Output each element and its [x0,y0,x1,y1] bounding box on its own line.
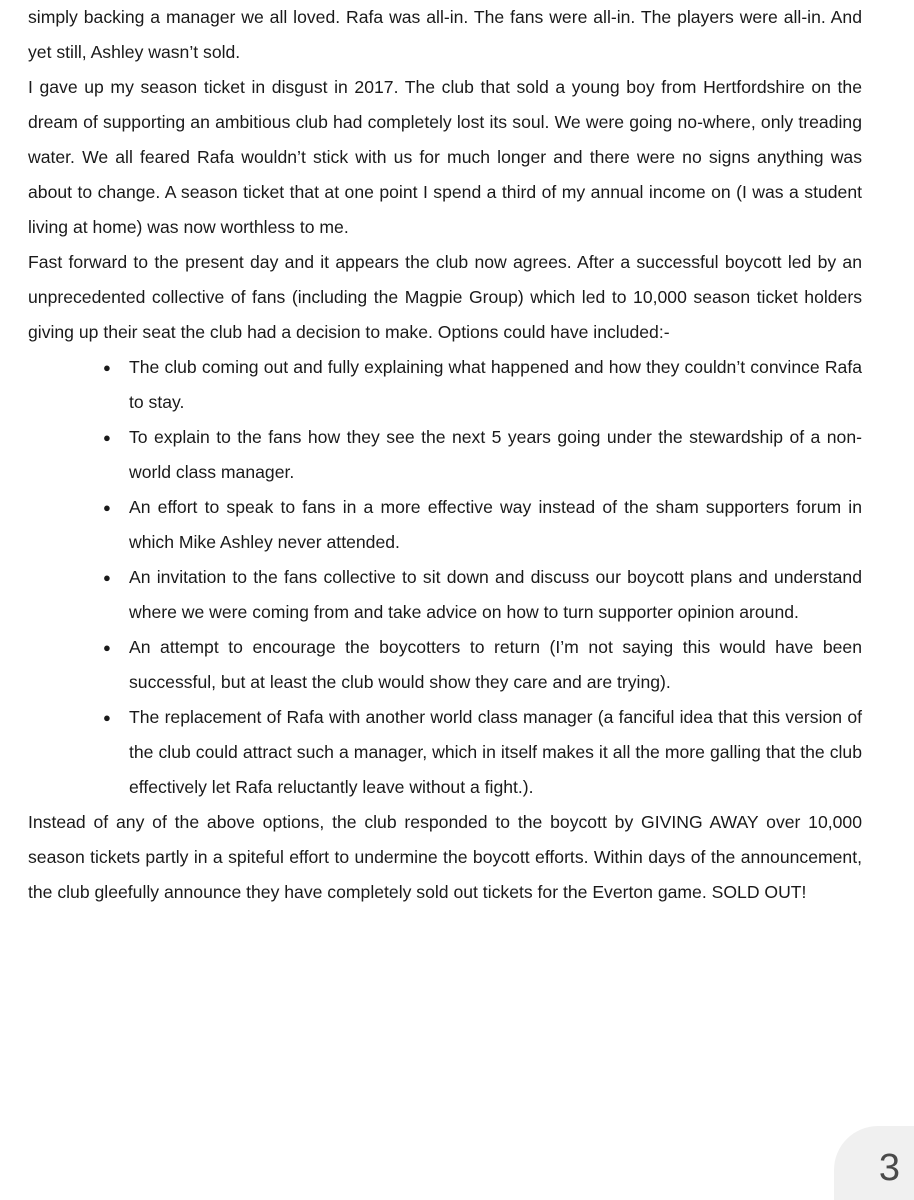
bullet-icon: ● [103,570,111,585]
paragraph-closing: Instead of any of the above options, the club responded to the boycott by GIVING AWAY over 10,000 season tickets partly in a spiteful effort to undermine the boycott efforts. Within days of the announcement, the club gleefully announce they have completely sold out tickets for the Everton game. SOLD OUT! [28,812,862,902]
paragraph-fast-forward: Fast forward to the present day and it appears the club now agrees. After a successful boycott led by an unprecedented collective of fans (including the Magpie Group) which led to 10,000 season ticket holders giving up their seat the club had a decision to make. Options could have included:- [28,252,862,342]
list-item-text: An invitation to the fans collective to sit down and discuss our boycott plans and understand where we were coming from and take advice on how to turn supporter opinion around. [129,567,862,622]
list-item-text: The club coming out and fully explaining what happened and how they couldn’t convince Rafa to stay. [129,357,862,412]
paragraph-season-ticket: I gave up my season ticket in disgust in 2017. The club that sold a young boy from Hertfordshire on the dream of supporting an ambitious club had completely lost its soul. We were going no-where, only treading water. We all feared Rafa wouldn’t stick with us for much longer and there were no signs anything was about to change. A season ticket that at one point I spend a third of my annual income on (I was a student living at home) was now worthless to me. [28,77,862,237]
bullet-icon: ● [103,710,111,725]
bullet-icon: ● [103,500,111,515]
list-item [103,630,862,700]
list-item [103,420,862,490]
list-item [103,560,862,630]
bullet-icon: ● [103,430,111,445]
list-item-text: An effort to speak to fans in a more effective way instead of the sham supporters forum in which Mike Ashley never attended. [129,497,862,552]
list-item [103,490,862,560]
list-item [103,700,862,805]
list-item [103,350,862,420]
paragraph-continuation: simply backing a manager we all loved. Rafa was all-in. The fans were all-in. The players were all-in. And yet still, Ashley wasn’t sold. [28,7,862,62]
bullet-icon: ● [103,640,111,655]
list-item-text: An attempt to encourage the boycotters to return (I’m not saying this would have been successful, but at least the club would show they care and are trying). [129,637,862,692]
list-item-text: To explain to the fans how they see the next 5 years going under the stewardship of a non-world class manager. [129,427,862,482]
page-number: 3 [878,1147,900,1189]
document-page [28,0,862,910]
list-item-text: The replacement of Rafa with another world class manager (a fanciful idea that this version of the club could attract such a manager, which in itself makes it all the more galling that the club effectively let Rafa reluctantly leave without a fight.). [129,707,862,797]
options-list [28,350,862,805]
page-number-badge [834,1126,914,1200]
bullet-icon: ● [103,360,111,375]
